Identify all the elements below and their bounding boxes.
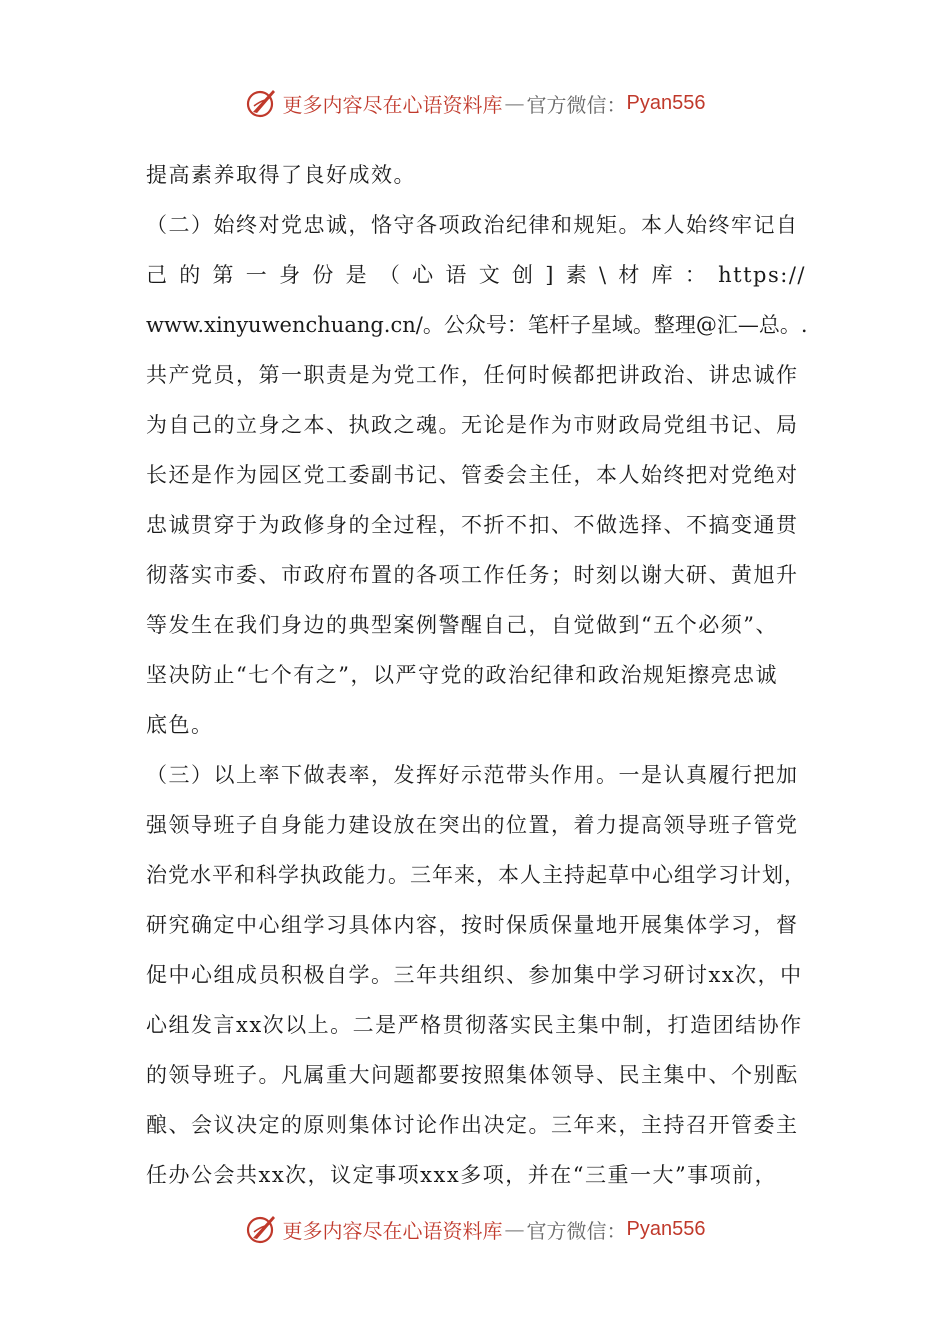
text-line: 等发生在我们身边的典型案例警醒自己，自觉做到“五个必须”、 — [146, 613, 778, 637]
header-banner — [0, 83, 950, 123]
text-line: 为自己的立身之本、执政之魂。无论是作为市财政局党组书记、局 — [146, 413, 799, 437]
text-line: 酿、会议决定的原则集体讨论作出决定。三年来，主持召开管委主 — [146, 1113, 799, 1137]
text-line: 长还是作为园区党工委副书记、管委会主任，本人始终把对党绝对 — [146, 463, 799, 487]
text-line: 治党水平和科学执政能力。三年来，本人主持起草中心组学习计划， — [146, 863, 806, 887]
banner-wechat-id: Pyan556 — [626, 91, 706, 114]
text-line: （三）以上率下做表率，发挥好示范带头作用。一是认真履行把加 — [146, 763, 799, 787]
text-line: 促中心组成员积极自学。三年共组织、参加集中学习研讨xx次，中 — [146, 963, 803, 987]
text-line: 任办公会共xx次，议定事项xxx多项，并在“三重一大”事项前， — [146, 1163, 778, 1187]
banner-wechat-id: Pyan556 — [626, 1217, 706, 1240]
banner-separator: — — [504, 91, 525, 115]
text-line: 心组发言xx次以上。二是严格贯彻落实民主集中制，打造团结协作 — [146, 1013, 803, 1037]
banner-slogan: 更多内容尽在心语资料库 — [282, 92, 503, 117]
text-line: www.xinyuwenchuang.cn/。公众号：笔杆子星域。整理@汇—总。. — [146, 313, 808, 337]
quill-logo-icon — [245, 86, 279, 120]
text-line: 己的第一身份是（心语文创]素\材库：https:// — [146, 263, 806, 287]
text-line: 忠诚贯穿于为政修身的全过程，不折不扣、不做选择、不搞变通贯 — [146, 513, 799, 537]
text-line: 彻落实市委、市政府布置的各项工作任务；时刻以谢大研、黄旭升 — [146, 563, 799, 587]
quill-logo-icon — [245, 1212, 279, 1246]
banner-wechat-label: 官方微信： — [526, 92, 627, 117]
text-line: 研究确定中心组学习具体内容，按时保质保量地开展集体学习，督 — [146, 913, 799, 937]
text-line: 坚决防止“七个有之”，以严守党的政治纪律和政治规矩擦亮忠诚 — [146, 663, 778, 687]
text-line: 底色。 — [146, 713, 214, 737]
document-body — [146, 150, 806, 1200]
text-line: 共产党员，第一职责是为党工作，任何时候都把讲政治、讲忠诚作 — [146, 363, 799, 387]
text-line: 的领导班子。凡属重大问题都要按照集体领导、民主集中、个别酝 — [146, 1063, 799, 1087]
banner-separator: — — [504, 1217, 525, 1241]
text-line: （二）始终对党忠诚，恪守各项政治纪律和规矩。本人始终牢记自 — [146, 213, 799, 237]
banner-slogan: 更多内容尽在心语资料库 — [282, 1218, 503, 1243]
footer-banner — [0, 1209, 950, 1249]
banner-wechat-label: 官方微信： — [526, 1218, 627, 1243]
text-line: 强领导班子自身能力建设放在突出的位置，着力提高领导班子管党 — [146, 813, 799, 837]
text-line: 提高素养取得了良好成效。 — [146, 163, 416, 187]
